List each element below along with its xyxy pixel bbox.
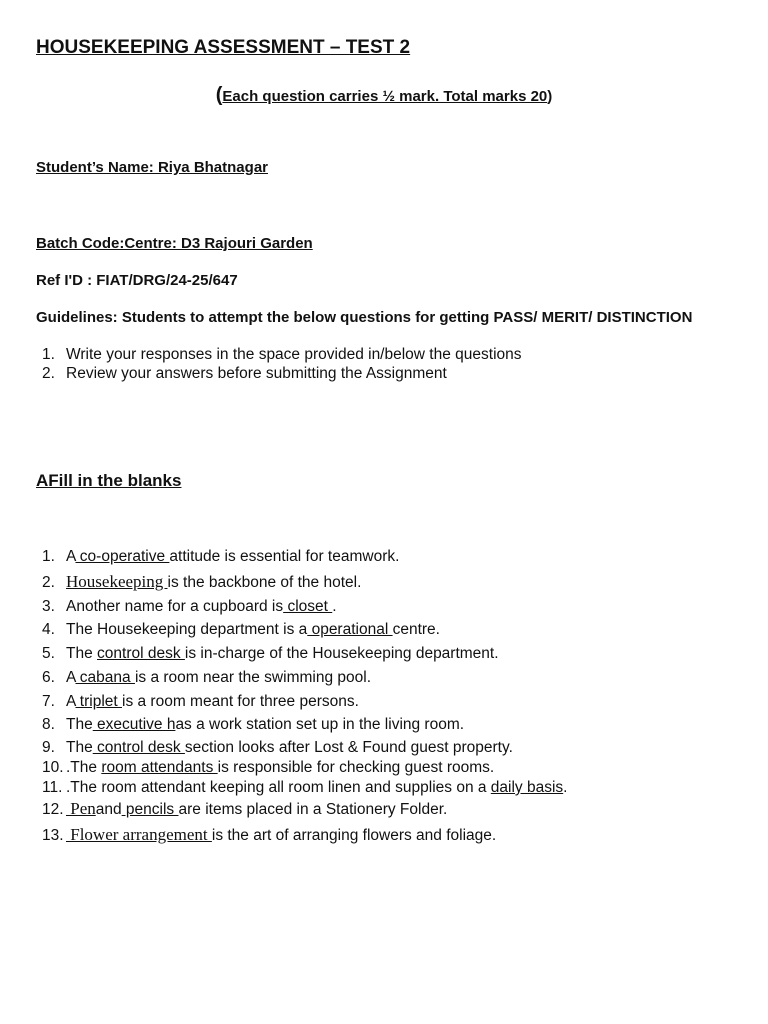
marks-note — [0, 84, 768, 107]
question-text: is a room meant for three persons. — [122, 693, 359, 710]
question-answer: daily basis — [490, 779, 564, 796]
question-text: is responsible for checking guest rooms. — [217, 759, 495, 776]
marks-note-open: ( — [215, 84, 223, 106]
question-number: 8. — [42, 716, 55, 733]
question-text: section looks after Lost & Found guest property. — [184, 739, 513, 756]
question-number: 4. — [42, 621, 55, 638]
question-answer: closet — [283, 598, 333, 615]
question-text: A — [66, 669, 76, 686]
question-item — [42, 572, 361, 592]
question-answer: Pen — [66, 799, 96, 818]
question-item — [42, 759, 494, 777]
question-number: 2. — [42, 574, 55, 591]
marks-note-text: Each question carries ½ mark. Total marks 20 — [222, 88, 548, 105]
guideline-text: Review your answers before submitting the Assignment — [66, 365, 447, 382]
question-item — [42, 548, 399, 566]
question-answer: room attendants — [101, 759, 218, 776]
question-number: 9. — [42, 739, 55, 756]
question-text: Another name for a cupboard is — [66, 598, 284, 615]
question-answer: control desk — [92, 739, 185, 756]
guidelines-heading: Guidelines: Students to attempt the below questions for getting PASS/ MERIT/ DISTINCTION — [36, 309, 693, 326]
question-text: The — [66, 645, 98, 662]
question-number: 6. — [42, 669, 55, 686]
question-text: is the backbone of the hotel. — [167, 574, 362, 591]
question-item — [42, 739, 513, 757]
question-answer: Flower arrangement — [66, 825, 212, 844]
question-text: The Housekeeping department is a — [66, 621, 308, 638]
guideline-item — [42, 365, 447, 383]
question-text: The — [66, 716, 93, 733]
question-text: A — [66, 548, 76, 565]
question-text: is a room near the swimming pool. — [134, 669, 371, 686]
question-item — [42, 799, 447, 819]
question-text: as a work station set up in the living room. — [175, 716, 465, 733]
question-answer: cabana — [75, 669, 135, 686]
question-item — [42, 779, 567, 797]
marks-note-close: ) — [547, 88, 553, 105]
batch-code: Batch Code:Centre: D3 Rajouri Garden — [36, 235, 313, 252]
question-number: 10. — [42, 759, 64, 776]
question-text: centre. — [392, 621, 440, 638]
question-number: 7. — [42, 693, 55, 710]
question-answer: pencils — [121, 801, 179, 818]
question-answer: control desk — [97, 645, 185, 662]
question-text: . — [332, 598, 337, 615]
question-item — [42, 825, 496, 845]
question-number: 5. — [42, 645, 55, 662]
question-text: and — [95, 801, 122, 818]
question-text: .The — [66, 759, 102, 776]
question-item — [42, 621, 440, 639]
page-title: HOUSEKEEPING ASSESSMENT – TEST 2 — [36, 37, 411, 58]
question-answer: Housekeeping — [66, 572, 168, 591]
question-number: 11. — [42, 779, 63, 796]
question-text: The — [66, 739, 93, 756]
question-answer: co-operative — [75, 548, 170, 565]
guideline-number: 1. — [42, 346, 55, 363]
question-answer: triplet — [75, 693, 122, 710]
guideline-text: Write your responses in the space provided in/below the questions — [66, 346, 522, 363]
guideline-number: 2. — [42, 365, 55, 382]
question-text: .The room attendant keeping all room linen and supplies on a — [66, 779, 491, 796]
question-text: are items placed in a Stationery Folder. — [178, 801, 448, 818]
section-heading: AFill in the blanks — [36, 471, 182, 490]
question-text: A — [66, 693, 76, 710]
question-answer: operational — [307, 621, 393, 638]
question-text: is the art of arranging flowers and foliage. — [211, 827, 497, 844]
question-item — [42, 716, 464, 734]
question-item — [42, 645, 499, 663]
student-name: Student’s Name: Riya Bhatnagar — [36, 159, 268, 176]
question-answer: executive h — [92, 716, 176, 733]
question-item — [42, 669, 371, 687]
guideline-item — [42, 346, 522, 364]
question-text: . — [563, 779, 568, 796]
ref-id: Ref I'D : FIAT/DRG/24-25/647 — [36, 272, 238, 289]
question-number: 13. — [42, 827, 64, 844]
question-text: attitude is essential for teamwork. — [169, 548, 400, 565]
question-item — [42, 693, 359, 711]
question-number: 1. — [42, 548, 55, 565]
question-item — [42, 598, 337, 616]
question-number: 12. — [42, 801, 64, 818]
question-number: 3. — [42, 598, 55, 615]
question-text: is in-charge of the Housekeeping department. — [184, 645, 499, 662]
